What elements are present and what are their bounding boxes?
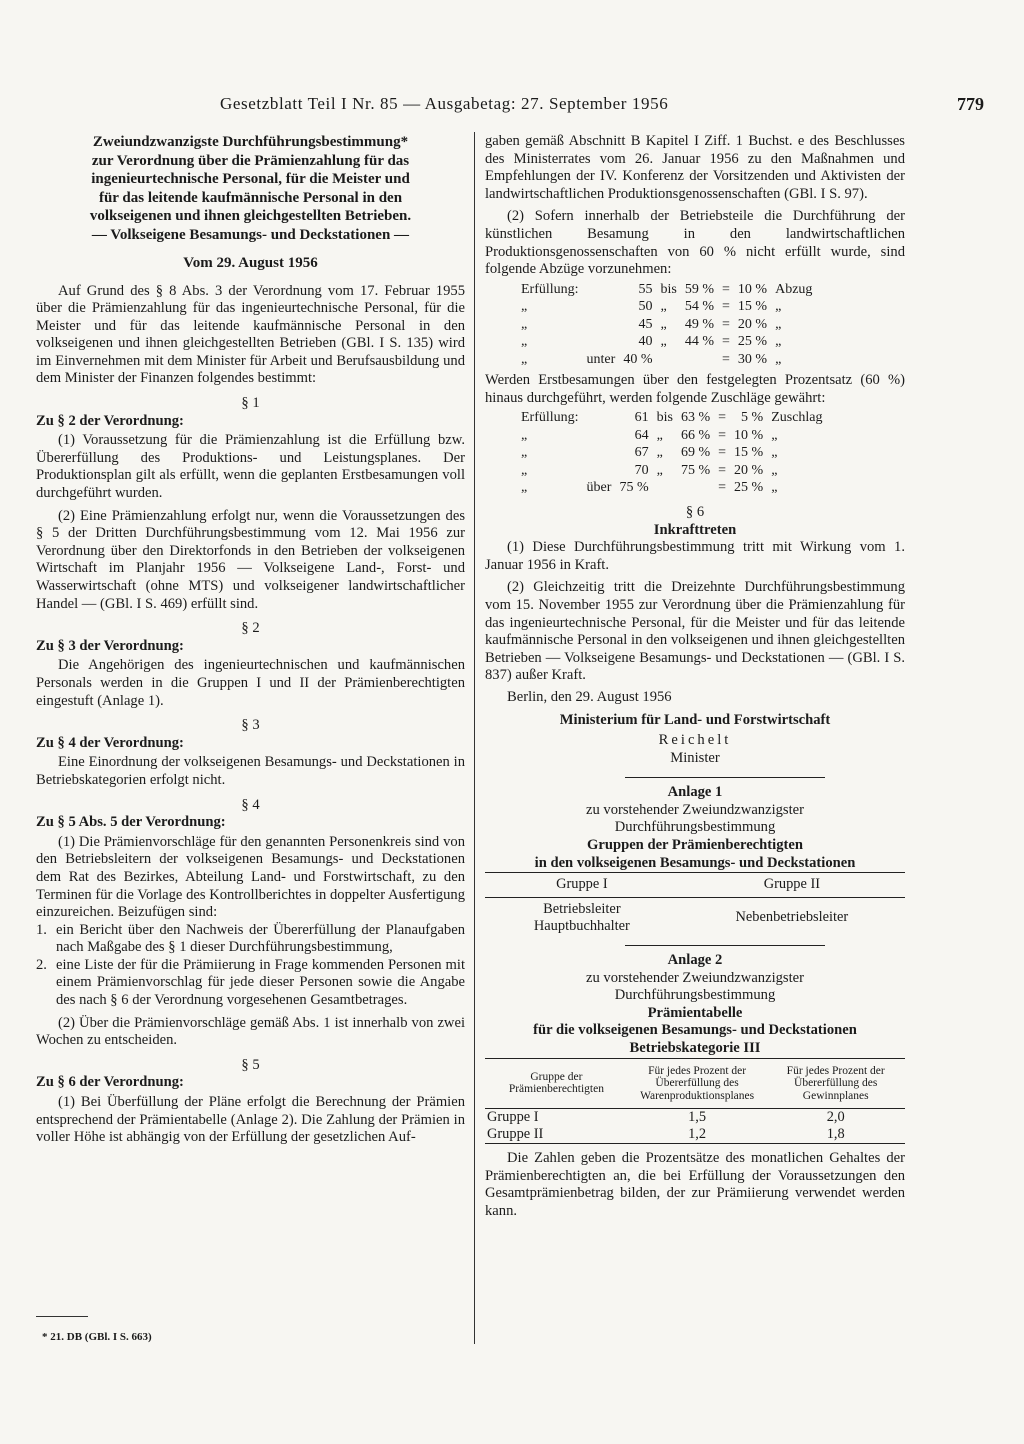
table-cell: „ [775, 334, 782, 350]
table-cell: „ [771, 427, 778, 443]
table-cell: = [718, 427, 727, 443]
table-cell: Abzug [775, 281, 813, 297]
table-cell [485, 897, 679, 939]
table-cell: 2,0 [826, 1109, 845, 1126]
table-cell: „ [656, 462, 663, 478]
section-6-heading: § 6 [685, 503, 705, 520]
table-cell: 25 % [737, 334, 768, 350]
table-row [517, 281, 816, 299]
table-cell [583, 281, 620, 299]
table-cell: = [718, 445, 727, 461]
annex-2-heading: für die volkseigenen Besamungs- und Deckstationen [533, 1022, 857, 1039]
table-cell [583, 316, 620, 334]
table-cell: „ [521, 299, 528, 315]
table-cell: 44 % [684, 334, 714, 350]
table-cell: 30 % [737, 351, 768, 367]
column-header: Gruppe II [679, 873, 905, 898]
table-cell [583, 462, 616, 480]
table-row [485, 1109, 905, 1127]
table-cell: = [722, 351, 730, 367]
table-cell: „ [775, 316, 782, 332]
section-5-para-3: Werden Erstbesamungen über den festgelegten Prozentsatz (60 %) hinaus durchgeführt, werden folgende Zuschläge gewährt: [485, 372, 905, 406]
table-cell: = [718, 480, 727, 496]
table-cell: 66 % [680, 427, 711, 443]
table-cell: 50 [638, 299, 653, 315]
table-row [517, 316, 816, 334]
table-cell: 40 [638, 334, 653, 350]
table-cell: „ [521, 445, 528, 461]
title-line: — Volkseigene Besamungs- und Deckstationen — [91, 226, 410, 243]
section-2-para-1: Die Angehörigen des ingenieurtechnischen und kaufmännischen Personals werden in die Gruppen I und II der Prämienberechtigten eingestuft (Anlage 1). [36, 657, 465, 709]
section-5-continuation: gaben gemäß Abschnitt B Kapitel I Ziff. 1 Buchst. e des Beschlusses des Ministerrates vom 26. Januar 1956 zu den Maßnahmen und Empfehlungen der IV. Konferenz der Vorsitzenden und Aktivisten der landwirtschaftlichen Produktionsgenossenschaften (GBl. I S. 97). [485, 133, 905, 202]
title-line: für das leitende kaufmännische Personal in den [98, 189, 403, 206]
table-cell [583, 444, 616, 462]
signer-title: Minister [670, 749, 720, 766]
table-cell: bis [656, 410, 673, 426]
table-cell: „ [521, 480, 528, 496]
section-1-para-2: (2) Eine Prämienzahlung erfolgt nur, wenn die Voraussetzungen des § 5 der Dritten Durchführungsbestimmung vom 12. Mai 1956 zur Verordnung über den Direktorfonds in den Betrieben der volkseigenen Wirtschaft im Planjahr 1956 — Volkseigene Land-, Forst- und Wasserwirtschaft (ohne MTS) und volkseigener landwirtschaftlicher Handel — (GBl. I S. 469) erfüllt sind. [36, 507, 465, 612]
table-cell: 59 % [684, 281, 714, 297]
divider [625, 945, 825, 946]
table-cell: „ [771, 462, 778, 478]
table-cell: 1,5 [688, 1109, 707, 1126]
table-cell: 61 [634, 410, 649, 426]
table-cell: 1,8 [766, 1126, 905, 1144]
table-cell: 45 [638, 316, 653, 332]
divider [625, 777, 825, 778]
table-cell: = [722, 299, 730, 315]
section-6-para-2: (2) Gleichzeitig tritt die Dreizehnte Durchführungsbestimmung vom 15. November 1955 zur Verordnung über die Prämienzahlung für das ingenieurtechnische Personal, für die Meister und für das leitende kaufmännische Personal in den volkseigenen und ihnen gleichgestellten Betrieben — Volkseigene Besamungs- und Deckstationen — (GBl. I S. 837) außer Kraft. [485, 579, 905, 684]
table-cell: 5 % [741, 410, 764, 426]
table-cell: Gruppe I [487, 1109, 539, 1126]
annex-2-subtitle: Durchführungsbestimmung [614, 987, 776, 1004]
footnote: * 21. DB (GBl. I S. 663) [42, 1331, 152, 1343]
table-cell: 10 % [734, 427, 764, 443]
table-row [517, 298, 816, 316]
table-cell: bis [660, 281, 677, 297]
table-cell: 63 % [680, 410, 711, 426]
groups-table [485, 872, 905, 939]
table-row [517, 479, 827, 497]
document-date: Vom 29. August 1956 [183, 255, 318, 271]
header-title: Gesetzblatt Teil I Nr. 85 — Ausgabetag: 27. September 1956 [220, 94, 669, 113]
annex-2-title: Anlage 2 [667, 952, 723, 968]
table-cell [583, 409, 616, 427]
annex-2-note: Die Zahlen geben die Prozentsätze des monatlichen Gehaltes der Prämienberechtigten an, die bei Erfüllung der Voraussetzungen den Gesamtprämienbetrag bilden, der zur Prämiierung verwendet werden kann. [485, 1150, 905, 1219]
table-cell: Gruppe II [485, 1126, 628, 1144]
table-row [517, 333, 816, 351]
table-cell: „ [521, 351, 528, 367]
annex-1-heading: Gruppen der Prämienberechtigten [587, 837, 803, 854]
table-cell: 55 [638, 281, 653, 297]
table-row [517, 462, 827, 480]
table-cell: 69 % [680, 445, 711, 461]
ministry-name: Ministerium für Land- und Forstwirtschaft [559, 712, 831, 729]
table-cell: „ [656, 445, 663, 461]
section-5-para-1: (1) Bei Überfüllung der Pläne erfolgt die Berechnung der Prämien entsprechend der Prämientabelle (Anlage 2). Die Zahlung der Prämien in voller Höhe ist abhängig von der Erfüllung der gesetzlichen Auf- [36, 1094, 465, 1146]
section-4-para-1: (1) Die Prämienvorschläge für den genannten Personenkreis sind von den Betriebsleitern der volkseigenen Besamungs- und Deckstationen dem Rat des Bezirkes, Abteilung Land- und Forstwirtschaft, zu den Terminen für die Vorlage des Kontrollberichtes in doppelter Ausfertigung einzureichen. Beizufügen sind: [36, 833, 465, 921]
table-cell: „ [656, 427, 663, 443]
annex-1-subtitle: zu vorstehender Zweiundzwanzigster [585, 801, 804, 818]
annex-2-heading: Prämientabelle [647, 1004, 743, 1021]
table-cell [656, 351, 680, 369]
table-cell: 20 % [734, 462, 764, 478]
section-6-title: Inkrafttreten [653, 521, 737, 538]
table-cell [681, 351, 718, 369]
table-cell [583, 333, 620, 351]
table-cell: „ [771, 480, 778, 496]
table-cell: 20 % [737, 316, 768, 332]
section-4-reference: Zu § 5 Abs. 5 der Verordnung: [36, 814, 226, 831]
table-cell: „ [521, 427, 528, 443]
list-text: ein Bericht über den Nachweis der Übererfüllung der Planaufgaben nach Maßgabe des § 1 dieser Durchführungsbestimmung, [56, 921, 465, 956]
footnote-rule [36, 1316, 88, 1317]
table-cell: 25 % [734, 480, 764, 496]
list-number: 1. [36, 921, 47, 938]
table-cell: = [722, 281, 730, 297]
table-cell: „ [521, 316, 528, 332]
preamble: Auf Grund des § 8 Abs. 3 der Verordnung vom 17. Februar 1955 über die Prämienzahlung für das ingenieurtechnische Personal, für die Meister und für das leitende kaufmännische Personal in den volkseigenen und ihnen gleichgestellten Betrieben (GBl. I S. 135) wird im Einvernehmen mit dem Minister für Arbeit und Berufsausbildung und dem Minister der Finanzen folgendes bestimmt: [36, 282, 465, 387]
table-cell: „ [771, 445, 778, 461]
table-cell: 15 % [737, 299, 768, 315]
table-cell: „ [660, 299, 667, 315]
section-2-heading: § 2 [241, 620, 260, 637]
table-cell: 10 % [737, 281, 768, 297]
column-header: Für jedes Prozent der Übererfüllung des Gewinnplanes [766, 1058, 905, 1109]
section-5-para-2: (2) Sofern innerhalb der Betriebsteile die Durchführung der künstlichen Besamung in den landwirtschaftlichen Produktionsgenossenschaften von 60 % nicht erfüllt wurde, sind folgende Abzüge vorzunehmen: [485, 208, 905, 278]
section-4-para-2: (2) Über die Prämienvorschläge gemäß Abs. 1 ist innerhalb von zwei Wochen zu entscheiden. [36, 1014, 465, 1049]
annex-2-subtitle: zu vorstehender Zweiundzwanzigster [585, 969, 804, 986]
table-cell: 67 [634, 445, 649, 461]
table-cell [583, 298, 620, 316]
right-column [485, 133, 905, 1220]
table-cell: 64 [634, 427, 649, 443]
section-3-para-1: Eine Einordnung der volkseigenen Besamungs- und Deckstationen in Betriebskategorien erfolgt nicht. [36, 754, 465, 788]
table-cell: = [722, 316, 730, 332]
title-line: zur Verordnung über die Prämienzahlung für das [91, 152, 410, 169]
table-cell: „ [521, 462, 528, 478]
section-6-para-1: (1) Diese Durchführungsbestimmung tritt mit Wirkung vom 1. Januar 1956 in Kraft. [485, 539, 905, 573]
table-row [517, 444, 827, 462]
table-cell: „ [775, 299, 782, 315]
page-header [40, 94, 984, 126]
title-line: ingenieurtechnische Personal, für die Meister und [91, 171, 410, 187]
table-cell: 70 [634, 462, 649, 478]
table-cell: 54 % [684, 299, 714, 315]
table-cell [583, 427, 616, 445]
table-cell: = [718, 462, 727, 478]
section-5-reference: Zu § 6 der Verordnung: [36, 1074, 184, 1091]
table-row [517, 351, 816, 369]
list-number: 2. [36, 956, 47, 973]
section-4-heading: § 4 [241, 796, 260, 813]
table-cell: „ [775, 351, 782, 367]
table-cell: 75 % [619, 480, 649, 496]
table-cell: „ [660, 316, 667, 332]
table-row [485, 1126, 905, 1144]
section-2-reference: Zu § 3 der Verordnung: [36, 637, 184, 654]
section-1-para-1: (1) Voraussetzung für die Prämienzahlung ist die Erfüllung bzw. Übererfüllung des Produktions- und Leistungsplanes. Der Produktionsplan gilt als erfüllt, wenn die geplanten Erstbesamungen voll durchgeführt wurden. [36, 432, 465, 502]
section-1-heading: § 1 [241, 395, 260, 412]
table-cell: = [718, 410, 727, 426]
column-header: Für jedes Prozent der Übererfüllung des Warenproduktionsplanes [628, 1058, 767, 1109]
group-member: Betriebsleiter [543, 900, 621, 917]
document-title [36, 133, 465, 244]
table-cell [679, 897, 905, 939]
list-item [36, 922, 465, 957]
annex-1-title: Anlage 1 [667, 784, 723, 801]
section-3-reference: Zu § 4 der Verordnung: [36, 734, 184, 751]
table-cell: über [586, 480, 612, 496]
group-member: Nebenbetriebsleiter [735, 908, 849, 925]
place-date: Berlin, den 29. August 1956 [507, 688, 672, 705]
table-cell: 49 % [684, 316, 714, 332]
table-cell: Erfüllung: [521, 410, 579, 426]
premium-table [485, 1058, 905, 1145]
annex-1-subtitle: Durchführungsbestimmung [614, 819, 776, 836]
section-1-reference: Zu § 2 der Verordnung: [36, 412, 184, 429]
table-row [517, 409, 827, 427]
left-column [36, 133, 465, 1147]
table-cell: = [722, 334, 730, 350]
table-cell: „ [660, 334, 667, 350]
group-member: Hauptbuchhalter [533, 918, 630, 935]
page-number: 779 [957, 94, 984, 114]
surcharge-table [517, 409, 827, 497]
annex-2-heading: Betriebskategorie III [629, 1039, 761, 1056]
table-cell: „ [521, 334, 528, 350]
title-line: Zweiundzwanzigste Durchführungsbestimmung* [92, 134, 409, 150]
annex-1-heading: in den volkseigenen Besamungs- und Deckstationen [534, 854, 856, 871]
title-line: volkseigenen und ihnen gleichgestellten Betrieben. [89, 208, 412, 224]
table-cell: Zuschlag [771, 410, 823, 426]
table-cell [677, 479, 714, 497]
table-cell: Erfüllung: [521, 281, 579, 297]
table-cell: 75 % [680, 462, 711, 478]
table-cell: 1,2 [628, 1126, 767, 1144]
column-header: Gruppe der Prämienberechtigten [485, 1058, 628, 1109]
section-5-heading: § 5 [241, 1056, 260, 1073]
list-text: eine Liste der für die Prämiierung in Frage kommenden Personen mit einem Prämienvorschlag für jede dieser Personen sowie die Angabe des nach § 6 der Verordnung vorgesehenen Gesamtbetrages. [56, 956, 465, 1009]
table-cell: 40 % [623, 351, 653, 367]
column-divider [474, 132, 475, 1344]
table-row [517, 427, 827, 445]
signer-name: Reichelt [658, 732, 732, 749]
section-3-heading: § 3 [241, 717, 260, 734]
table-cell: 15 % [734, 445, 764, 461]
deduction-table [517, 281, 816, 369]
table-cell: unter [586, 351, 616, 367]
column-header: Gruppe I [485, 873, 679, 898]
list-item [36, 957, 465, 1010]
table-cell [653, 479, 677, 497]
